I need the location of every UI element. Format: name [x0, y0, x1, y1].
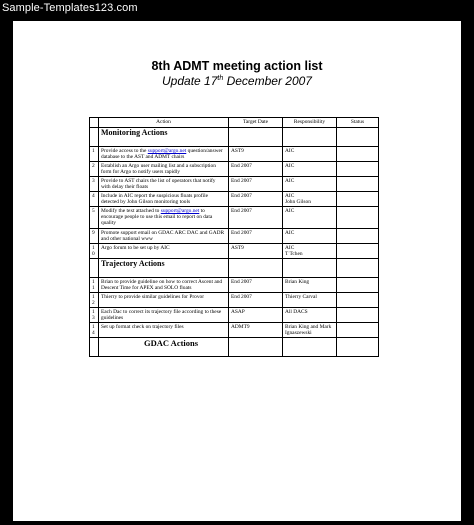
row-target-date: End 2007 [229, 277, 283, 292]
row-status [337, 177, 379, 192]
row-target-date: ADMT9 [229, 322, 283, 337]
row-target-date: End 2007 [229, 192, 283, 207]
table-row [90, 292, 379, 307]
row-target-date: ASAP [229, 307, 283, 322]
row-number: 3 [90, 177, 99, 192]
row-responsibility [283, 292, 337, 307]
responsibility-name: AIC [285, 208, 295, 215]
table-row [90, 192, 379, 207]
row-responsibility [283, 277, 337, 292]
action-text: Thierry to provide similar guidelines for Provor [101, 293, 204, 300]
responsibility-name: AIC [285, 178, 295, 185]
row-number: 11 [90, 277, 99, 292]
support-email-link[interactable]: support@argo.net [160, 208, 200, 215]
action-table [89, 117, 379, 357]
action-text: to encourage people to use this email to report on data quality [101, 208, 213, 227]
row-number: 14 [90, 322, 99, 337]
responsibility-name: AIC [285, 163, 295, 170]
row-status [337, 228, 379, 243]
action-text: Provide to AST chairs the list of operators that notify with delay their floats [101, 178, 216, 191]
row-responsibility [283, 177, 337, 192]
row-status [337, 207, 379, 228]
table-body [90, 128, 379, 357]
header-row [90, 118, 379, 128]
row-status [337, 162, 379, 177]
support-email-link[interactable]: support@argo.net [147, 148, 187, 154]
section-row [90, 338, 379, 357]
action-text: Establish an Argo user mailing list and a subscription form for Argo to notify users rapidly [101, 163, 216, 176]
responsibility-name: AIC [285, 244, 295, 251]
row-status [337, 192, 379, 207]
row-number: 4 [90, 192, 99, 207]
row-number: 5 [90, 207, 99, 228]
row-number: 2 [90, 162, 99, 177]
row-action [99, 147, 229, 162]
responsibility-name: AIC [285, 193, 295, 200]
responsibility-name: AIC [285, 229, 295, 236]
table-row [90, 147, 379, 162]
responsibility-name: Thierry Carval [285, 293, 317, 300]
subtitle-superscript: th [217, 75, 224, 82]
row-target-date: AST9 [229, 243, 283, 258]
row-number: 10 [90, 243, 99, 258]
section-empty-cell [337, 338, 379, 357]
row-action [99, 177, 229, 192]
row-target-date: End 2007 [229, 207, 283, 228]
row-action [99, 322, 229, 337]
row-number: 12 [90, 292, 99, 307]
document-page [13, 21, 461, 521]
action-text: Modify the text attached to [101, 208, 161, 215]
row-action [99, 277, 229, 292]
responsibility-name: John Gilson [285, 199, 311, 206]
header-responsibility: Responsibility [283, 118, 337, 128]
section-empty-cell [283, 128, 337, 147]
row-action [99, 228, 229, 243]
action-text: Each Dac to correct its trajectory file according to these guidelines [101, 308, 222, 321]
responsibility-name: AIC [285, 148, 295, 154]
section-title: Trajectory Actions [99, 258, 229, 277]
action-text: Argo forum to be set up by AIC [101, 244, 170, 251]
row-status [337, 307, 379, 322]
section-empty-cell [337, 258, 379, 277]
row-responsibility [283, 207, 337, 228]
responsibility-name: Ignaszewski [285, 330, 312, 337]
section-empty-cell [229, 128, 283, 147]
table-row [90, 162, 379, 177]
subtitle-prefix: Update 17 [162, 74, 218, 88]
section-empty-cell [229, 258, 283, 277]
row-action [99, 207, 229, 228]
header-action: Action [99, 118, 229, 128]
row-responsibility [283, 147, 337, 162]
row-responsibility [283, 307, 337, 322]
table-row [90, 307, 379, 322]
row-responsibility [283, 243, 337, 258]
row-status [337, 243, 379, 258]
section-title: Monitoring Actions [99, 128, 229, 147]
row-responsibility [283, 322, 337, 337]
row-target-date: End 2007 [229, 228, 283, 243]
section-empty-cell [229, 338, 283, 357]
action-text: Set up format check on trajectory files [101, 323, 184, 330]
document-title: 8th ADMT meeting action list [151, 59, 323, 73]
subtitle-suffix: December 2007 [223, 74, 312, 88]
header-number [90, 118, 99, 128]
header-status: Status [337, 118, 379, 128]
table-row [90, 228, 379, 243]
row-responsibility [283, 228, 337, 243]
table-row [90, 243, 379, 258]
row-number: 13 [90, 307, 99, 322]
table-row [90, 207, 379, 228]
table-row [90, 322, 379, 337]
row-target-date: End 2007 [229, 177, 283, 192]
row-number: 9 [90, 228, 99, 243]
row-action [99, 292, 229, 307]
section-number-cell [90, 338, 99, 357]
section-empty-cell [283, 258, 337, 277]
row-status [337, 292, 379, 307]
section-row [90, 258, 379, 277]
row-target-date: End 2007 [229, 292, 283, 307]
responsibility-name: Brian King [285, 278, 310, 285]
responsibility-name: All DACS [285, 308, 308, 315]
action-text: Promote support email on GDAC ARC DAC and GADR and other national www [101, 229, 225, 242]
row-target-date: End 2007 [229, 162, 283, 177]
action-text: Brian to provide guideline on how to correct Ascent and Descent Time for APEX and SOLO floats [101, 278, 223, 291]
row-responsibility [283, 192, 337, 207]
row-number: 1 [90, 147, 99, 162]
responsibility-name: T Tchen [285, 250, 303, 257]
table-row [90, 177, 379, 192]
section-row [90, 128, 379, 147]
row-responsibility [283, 162, 337, 177]
row-target-date: AST9 [229, 147, 283, 162]
row-status [337, 322, 379, 337]
section-number-cell [90, 128, 99, 147]
table-row [90, 277, 379, 292]
header-target-date: Target Date [229, 118, 283, 128]
row-action [99, 307, 229, 322]
section-empty-cell [337, 128, 379, 147]
action-text: Include in AIC report the suspicious floats profile detected by John Gilson monitoring tools [101, 193, 209, 206]
row-action [99, 243, 229, 258]
action-text: question/answer database to the AST and ADMT chairs [101, 148, 223, 161]
row-status [337, 147, 379, 162]
watermark: Sample-Templates123.com [2, 2, 138, 14]
row-action [99, 192, 229, 207]
row-status [337, 277, 379, 292]
responsibility-name: Brian King and Mark [285, 323, 332, 330]
document-subtitle [13, 74, 461, 88]
row-action [99, 162, 229, 177]
action-text: Provide access to the [101, 148, 148, 154]
section-empty-cell [283, 338, 337, 357]
section-title: GDAC Actions [99, 338, 229, 357]
section-number-cell [90, 258, 99, 277]
